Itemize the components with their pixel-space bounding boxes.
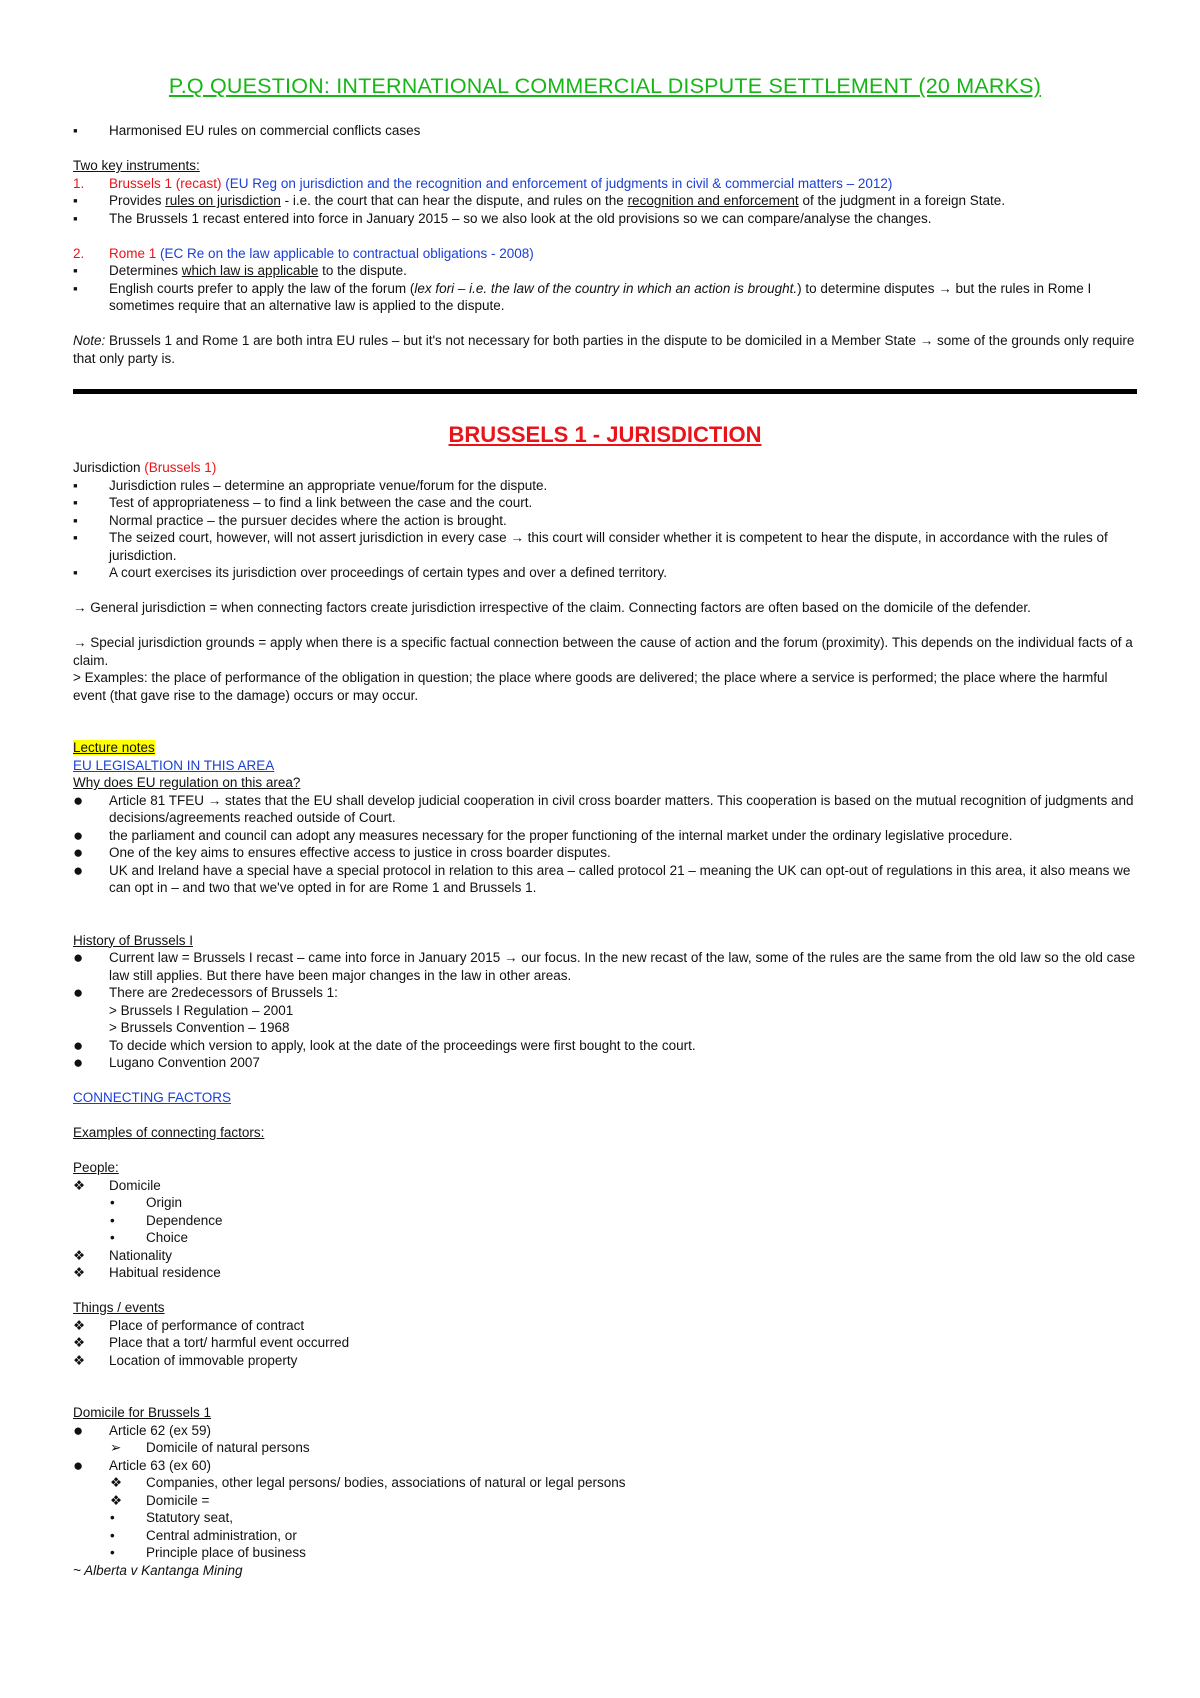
square-bullet-icon: ▪ <box>73 495 78 510</box>
examples-heading: Examples of connecting factors: <box>73 1125 265 1140</box>
page-title: P.Q QUESTION: INTERNATIONAL COMMERCIAL DISPUTE SETTLEMENT (20 MARKS) <box>168 74 1042 98</box>
list-item: ▪ Normal practice – the pursuer decides where the action is brought. <box>73 512 507 528</box>
section-title: BRUSSELS 1 - JURISDICTION <box>448 422 762 447</box>
list-item: ❖ Domicile = <box>110 1492 210 1508</box>
dot-bullet-icon: ● <box>73 843 84 862</box>
list-item: • Origin <box>110 1195 183 1210</box>
dot-bullet-icon: ● <box>73 860 84 880</box>
list-item: ▪ Determines which law is applicable to the dispute. <box>73 263 407 278</box>
dot-bullet-icon: ● <box>73 1035 84 1055</box>
list-item: ● One of the key aims to ensures effective access to justice in cross boarder disputes. <box>73 843 611 862</box>
list-item: ❖ Nationality <box>73 1247 173 1263</box>
domicile-sub-list <box>73 1194 1137 1247</box>
brussels-list <box>73 175 1137 228</box>
list-item: ▪ The seized court, however, will not assert jurisdiction in every case → this court will consider whether it is competent to hear the dispute, in accordance with the rules of jurisdiction. <box>73 530 1108 563</box>
things-heading: Things / events <box>73 1300 165 1315</box>
list-item: ● Lugano Convention 2007 <box>73 1053 260 1072</box>
rome-list <box>73 245 1137 315</box>
history-list <box>73 949 1137 1072</box>
people-list-2 <box>73 1247 1137 1282</box>
dot-bullet-icon: ● <box>73 790 84 810</box>
arrow-bullet-icon: ➢ <box>110 1440 122 1455</box>
document-body <box>73 72 1137 1579</box>
diamond-bullet-icon: ❖ <box>73 1335 86 1350</box>
list-item: ❖ Domicile <box>73 1177 161 1193</box>
domicile-list <box>73 1422 1137 1440</box>
list-item: ● Article 63 (ex 60) <box>73 1455 212 1475</box>
small-dot-icon: • <box>110 1545 115 1560</box>
small-dot-icon: • <box>110 1527 115 1543</box>
diamond-bullet-icon: ❖ <box>73 1247 86 1263</box>
section-divider <box>73 389 1137 394</box>
list-item: • Central administration, or <box>110 1527 297 1543</box>
dot-bullet-icon: ● <box>73 825 84 845</box>
diamond-bullet-icon: ❖ <box>73 1317 86 1333</box>
brussels-heading: 1. Brussels 1 (recast) (EU Reg on jurisdiction and the recognition and enforcement of judgments in civil & commercial matters – 2012) <box>73 175 893 191</box>
square-bullet-icon: ▪ <box>73 530 78 545</box>
bullet-icon: ▪ <box>73 193 78 208</box>
diamond-bullet-icon: ❖ <box>73 1177 86 1193</box>
bullet-icon: ▪ <box>73 210 78 226</box>
diamond-bullet-icon: ❖ <box>73 1352 86 1368</box>
special-jurisdiction: → Special jurisdiction grounds = apply when there is a specific factual connection between the cause of action and the forum (proximity). This depends on the individual facts of a claim. <box>73 635 1133 668</box>
list-item: ❖ Location of immovable property <box>73 1352 298 1368</box>
list-item: ▪ The Brussels 1 recast entered into force in January 2015 – so we also look at the old provisions so we can compare/analyse the changes. <box>73 210 932 226</box>
dot-bullet-icon: ● <box>73 948 84 967</box>
two-key-heading: Two key instruments: <box>73 158 200 173</box>
art62-sub-list <box>73 1439 1137 1457</box>
dot-bullet-icon: ● <box>73 1053 84 1072</box>
list-item: • Choice <box>110 1230 189 1245</box>
list-number: 1. <box>73 175 85 191</box>
list-item: ➢ Domicile of natural persons <box>110 1440 310 1455</box>
history-heading: History of Brussels I <box>73 932 194 948</box>
small-dot-icon: • <box>110 1510 115 1525</box>
square-bullet-icon: ▪ <box>73 512 78 528</box>
small-dot-icon: • <box>110 1212 115 1228</box>
small-dot-icon: • <box>110 1230 115 1245</box>
small-dot-icon: • <box>110 1195 115 1210</box>
list-item: ❖ Place that a tort/ harmful event occurred <box>73 1335 350 1350</box>
list-item: ● the parliament and council can adopt any measures necessary for the proper functioning of the internal market under the ordinary legislative procedure. <box>73 825 1013 845</box>
list-item: ❖ Habitual residence <box>73 1265 221 1280</box>
diamond-bullet-icon: ❖ <box>110 1492 123 1508</box>
list-item: ● Current law = Brussels I recast – came into force in January 2015 → our focus. In the new recast of the law, some of the rules are the same from the old law so the old case law still applies. But there have been major changes in the law in other areas. <box>73 948 1136 983</box>
dot-bullet-icon: ● <box>73 1420 84 1440</box>
dot-bullet-icon: ● <box>73 1455 84 1475</box>
dot-bullet-icon: ● <box>73 983 84 1002</box>
rome-heading: 2. Rome 1 (EC Re on the law applicable to contractual obligations - 2008) <box>73 245 534 261</box>
people-list <box>73 1177 1137 1195</box>
note-paragraph: Note: Brussels 1 and Rome 1 are both intra EU rules – but it's not necessary for both parties in the dispute to be domiciled in a Member State → some of the grounds only require that only party is. <box>73 333 1135 366</box>
list-item: • Statutory seat, <box>110 1510 234 1525</box>
general-jurisdiction: → General jurisdiction = when connecting factors create jurisdiction irrespective of the claim. Connecting factors are often based on the domicile of the defender. <box>73 600 1031 615</box>
why-heading: Why does EU regulation on this area? <box>73 775 301 790</box>
bullet-icon: ▪ <box>73 280 78 296</box>
list-item: ▪ English courts prefer to apply the law of the forum (lex fori – i.e. the law of the country in which an action is brought.) to determine disputes → but the rules in Rome I sometimes require that an alternative law is applied to the dispute. <box>73 280 1092 313</box>
list-item: ❖ Place of performance of contract <box>73 1317 305 1333</box>
list-item: • Principle place of business <box>110 1545 306 1560</box>
things-list <box>73 1317 1137 1370</box>
diamond-bullet-icon: ❖ <box>110 1475 123 1490</box>
list-item: ● Article 62 (ex 59) <box>73 1420 212 1440</box>
diamond-bullet-icon: ❖ <box>73 1265 86 1280</box>
lecture-list <box>73 792 1137 897</box>
list-number: 2. <box>73 245 85 261</box>
jurisdiction-label: Jurisdiction (Brussels 1) <box>73 460 217 475</box>
case-reference: ~ Alberta v Kantanga Mining <box>73 1562 243 1578</box>
bullet-icon: ▪ <box>73 123 78 138</box>
examples-paragraph: > Examples: the place of performance of the obligation in question; the place where goods are delivered; the place where a service is performed; the place where the harmful event (that gave rise to the damage) occurs or may occur. <box>73 670 1108 703</box>
bullet-icon: ▪ <box>73 263 78 278</box>
jurisdiction-list <box>73 477 1137 582</box>
intro-list <box>73 122 1137 140</box>
list-item: ▪ Harmonised EU rules on commercial conflicts cases <box>73 123 421 138</box>
list-item: ● To decide which version to apply, look at the date of the proceedings were first bought to the court. <box>73 1035 696 1055</box>
list-item: ● Article 81 TFEU → states that the EU shall develop judicial cooperation in civil cross boarder matters. This cooperation is based on the mutual recognition of judgments and decisions/agreements reached outside of Court. <box>73 790 1134 825</box>
art63-sub-list <box>73 1474 1137 1562</box>
domicile-heading: Domicile for Brussels 1 <box>73 1405 212 1420</box>
list-item: • Dependence <box>110 1212 223 1228</box>
square-bullet-icon: ▪ <box>73 565 78 580</box>
list-item: ● There are 2redecessors of Brussels 1: > Brussels I Regulation – 2001 > Brussels Convention – 1968 <box>73 983 338 1035</box>
list-item: ▪ A court exercises its jurisdiction over proceedings of certain types and over a defined territory. <box>73 565 668 580</box>
list-item: ▪ Provides rules on jurisdiction - i.e. the court that can hear the dispute, and rules on the recognition and enforcement of the judgment in a foreign State. <box>73 193 1006 208</box>
domicile-list-2 <box>73 1457 1137 1475</box>
list-item: ● UK and Ireland have a special have a special protocol in relation to this area – called protocol 21 – meaning the UK can opt-out of regulations in this area, it also means we can opt in – and two that we've opted in for are Rome 1 and Brussels 1. <box>73 860 1131 895</box>
lecture-notes-label: Lecture notes <box>73 740 155 755</box>
list-item: ▪ Jurisdiction rules – determine an appropriate venue/forum for the dispute. <box>73 477 548 493</box>
connecting-factors-link[interactable]: CONNECTING FACTORS <box>73 1090 232 1105</box>
people-heading: People: <box>73 1160 119 1175</box>
list-item: ❖ Companies, other legal persons/ bodies, associations of natural or legal persons <box>110 1475 626 1490</box>
eu-legislation-link[interactable]: EU LEGISALTION IN THIS AREA <box>73 757 275 773</box>
square-bullet-icon: ▪ <box>73 477 78 493</box>
list-item: ▪ Test of appropriateness – to find a link between the case and the court. <box>73 495 533 510</box>
